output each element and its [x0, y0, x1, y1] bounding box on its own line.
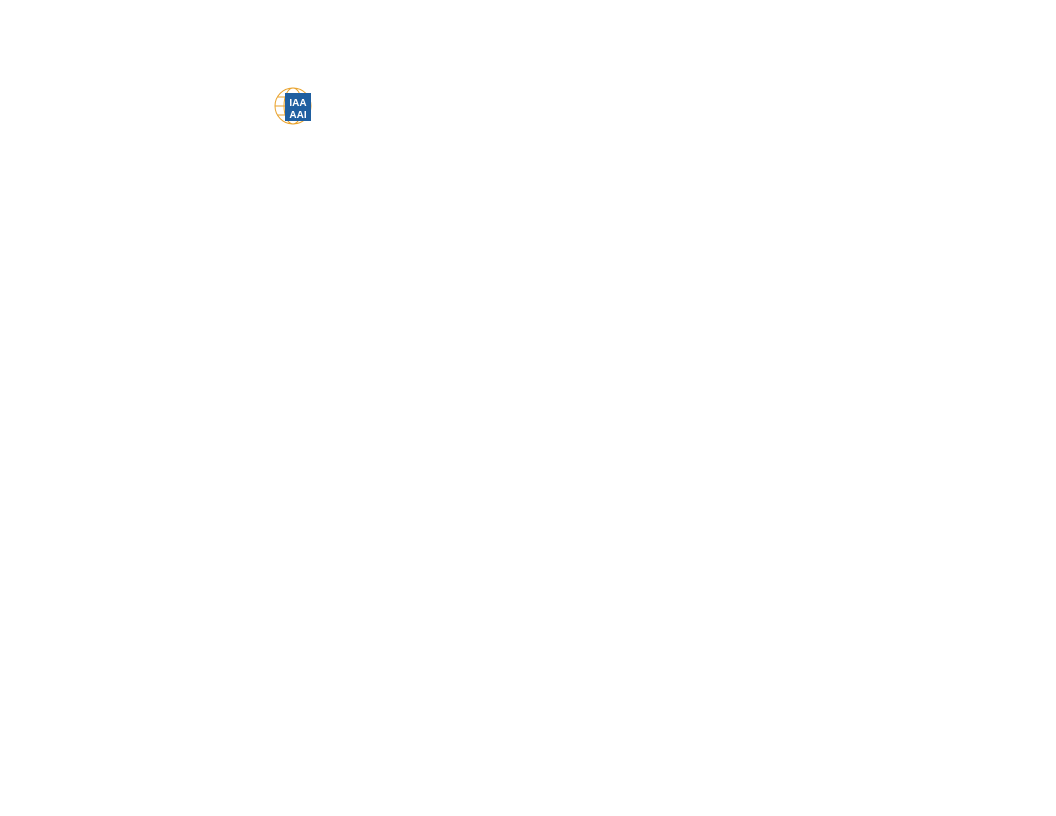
svg-text:IAA: IAA [289, 98, 307, 109]
iaa-logo [270, 85, 316, 127]
svg-text:AAI: AAI [289, 110, 307, 121]
